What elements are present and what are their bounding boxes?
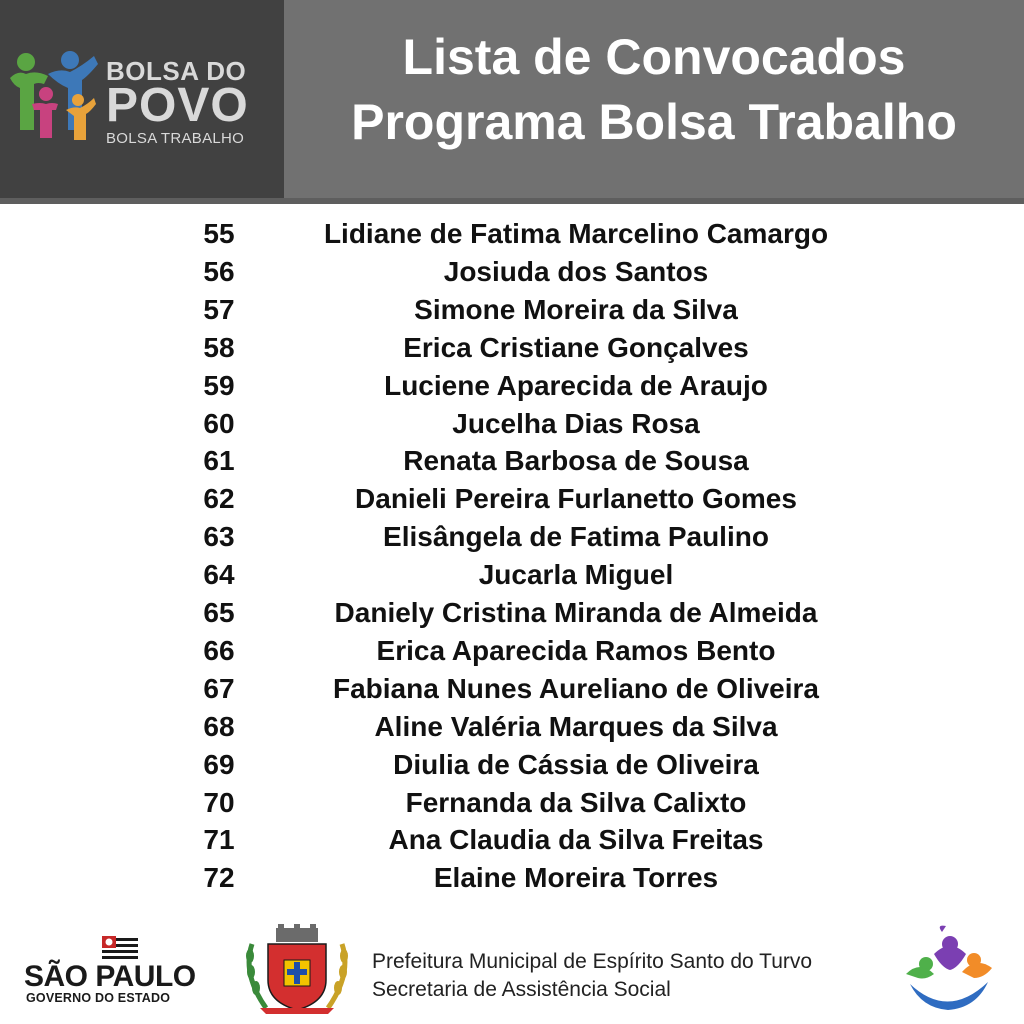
sao-paulo-title: SÃO PAULO: [24, 960, 196, 993]
list-item: [0, 218, 1024, 256]
logo-line-bolsa-do: BOLSA DO: [106, 56, 247, 86]
municipal-coat-of-arms-icon: [242, 924, 352, 1016]
logo-line-povo: POVO: [106, 79, 249, 132]
list-item-number: 68: [203, 710, 235, 742]
list-item-name: Fernanda da Silva Calixto: [405, 786, 747, 818]
list-item-name: Danieli Pereira Furlanetto Gomes: [355, 483, 797, 515]
assistencia-social-logo-icon: [896, 924, 1000, 1014]
list-item-name: Aline Valéria Marques da Silva: [374, 710, 778, 742]
page-title-line2: Programa Bolsa Trabalho: [351, 94, 957, 150]
list-item-name: Lidiane de Fatima Marcelino Camargo: [323, 218, 829, 249]
list-item: [0, 370, 1024, 408]
list-item-name: Simone Moreira da Silva: [414, 293, 738, 325]
list-item: [0, 445, 1024, 483]
list-item: [0, 824, 1024, 862]
list-item: [0, 635, 1024, 673]
list-item-name: Elisângela de Fatima Paulino: [383, 521, 769, 553]
list-item: [0, 711, 1024, 749]
list-item-name: Josiuda dos Santos: [443, 255, 709, 287]
list-item-name: Luciene Aparecida de Araujo: [384, 369, 768, 401]
list-item-number: 59: [203, 369, 235, 401]
page-title-line1: Lista de Convocados: [402, 29, 906, 85]
bolsa-do-povo-logo: [0, 0, 284, 198]
list-item-number: 69: [203, 748, 235, 780]
list-item-number: 56: [203, 255, 235, 287]
list-item-number: 66: [203, 634, 235, 666]
list-item: [0, 749, 1024, 787]
list-item-number: 64: [203, 559, 235, 591]
prefeitura-name: Prefeitura Municipal de Espírito Santo do Turvo: [372, 950, 813, 973]
list-item: [0, 597, 1024, 635]
list-item-name: Erica Cristiane Gonçalves: [403, 331, 749, 363]
list-item-name: Jucarla Miguel: [478, 559, 674, 591]
governo-do-estado-subtitle: GOVERNO DO ESTADO: [26, 991, 171, 1005]
list-item: [0, 673, 1024, 711]
list-item-number: 60: [203, 407, 235, 439]
header-divider: [0, 198, 1024, 204]
list-item-name: Jucelha Dias Rosa: [452, 407, 700, 439]
logo-line-bolsa-trabalho: BOLSA TRABALHO: [106, 130, 245, 147]
list-item-number: 55: [203, 218, 235, 249]
list-item: [0, 862, 1024, 900]
list-item-name: Erica Aparecida Ramos Bento: [376, 634, 776, 666]
list-item-number: 70: [203, 786, 235, 818]
list-item-number: 62: [203, 483, 235, 515]
sao-paulo-governo-logo: [24, 936, 208, 1006]
list-item: [0, 332, 1024, 370]
list-item-number: 67: [203, 672, 235, 704]
list-item-number: 63: [203, 521, 235, 553]
list-item-number: 72: [203, 862, 235, 894]
list-item-name: Renata Barbosa de Sousa: [403, 445, 749, 477]
list-item-name: Fabiana Nunes Aureliano de Oliveira: [333, 672, 819, 704]
list-item: [0, 559, 1024, 597]
list-item: [0, 408, 1024, 446]
list-item-name: Daniely Cristina Miranda de Almeida: [334, 597, 818, 628]
list-item-number: 61: [203, 445, 235, 477]
list-item: [0, 483, 1024, 521]
family-figures-icon: [8, 48, 100, 144]
list-item: [0, 294, 1024, 332]
list-item: [0, 256, 1024, 294]
secretaria-name: Secretaria de Assistência Social: [372, 978, 671, 1001]
list-item-name: Ana Claudia da Silva Freitas: [388, 824, 764, 856]
list-item-number: 58: [203, 331, 235, 363]
list-item-name: Diulia de Cássia de Oliveira: [393, 748, 759, 780]
list-item: [0, 787, 1024, 825]
list-item-number: 71: [203, 824, 235, 856]
list-item-name: Elaine Moreira Torres: [433, 862, 719, 894]
list-item-number: 57: [203, 293, 235, 325]
list-item-number: 65: [203, 597, 235, 628]
list-item: [0, 521, 1024, 559]
